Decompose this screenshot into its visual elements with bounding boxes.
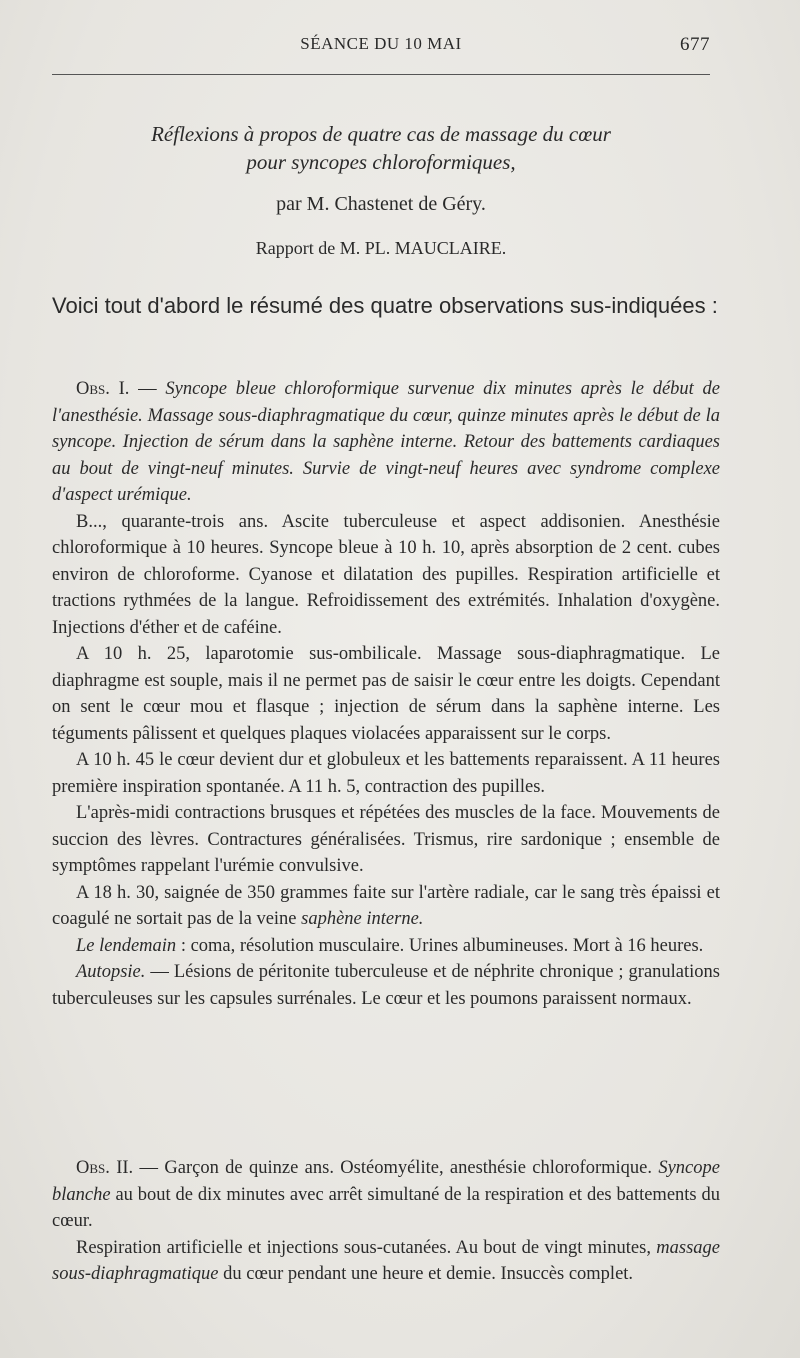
obs2-p1-b: massage sous-diaphragmatique (52, 1237, 720, 1284)
obs1-p7-text: — Lésions de péritonite tuberculeuse et de néphrite chronique ; granulations tuberculeuses sur les capsules surrénales. Le cœur et les poumons paraissent normaux. (52, 962, 720, 1009)
observation-1 (52, 376, 720, 1012)
observation-2 (52, 1155, 720, 1288)
title-line-1: Réflexions à propos de quatre cas de massage du cœur (151, 122, 611, 146)
obs1-p7-italic: Autopsie. (76, 962, 146, 982)
page-header (52, 34, 710, 58)
obs1-paragraph-2: A 10 h. 25, laparotomie sus-ombilicale. Massage sous-diaphragmatique. Le diaphragme est souple, mais il ne permet pas de saisir le cœur entre les doigts. Cependant on sent le cœur mou et flasque ; injection de sérum dans la saphène interne. Les téguments pâlissent et quelques plaques violacées apparaissent sur le corps. (52, 644, 720, 744)
article-title (52, 120, 710, 176)
obs2-p1-a: Respiration artificielle et injections sous-cutanées. Au bout de vingt minutes, (76, 1237, 657, 1258)
obs2-paragraph-1 (52, 1235, 720, 1288)
obs1-label: Obs. I. (76, 379, 130, 399)
obs2-text-a: — Garçon de quinze ans. Ostéomyélite, anesthésie chloroformique. (133, 1158, 659, 1178)
obs1-summary-text: Syncope bleue chloroformique survenue dix minutes après le début de l'anesthésie. Massage sous-diaphragmatique du cœur, quinze minutes après le début de la syncope. Injection de sérum dans la saphène interne. Retour des battements cardiaques au bout de vingt-neuf minutes. Survie de vingt-neuf heures avec syndrome complexe d'aspect urémique. (52, 379, 721, 505)
intro-paragraph: Voici tout d'abord le résumé des quatre observations sus-indiquées : (52, 293, 718, 318)
obs1-paragraph-5 (52, 880, 720, 933)
obs2-summary (52, 1155, 720, 1235)
obs1-summary (52, 376, 720, 509)
obs2-text-c: au bout de dix minutes avec arrêt simultané de la respiration et des battements du cœur. (52, 1184, 720, 1231)
obs1-dash: — (129, 379, 166, 399)
obs1-paragraph-6 (52, 933, 720, 960)
obs1-p5-italic: saphène interne. (301, 909, 424, 929)
obs1-paragraph-1: B..., quarante-trois ans. Ascite tuberculeuse et aspect addisonien. Anesthésie chloroformique à 10 heures. Syncope bleue à 10 h. 10, après absorption de 2 cent. cubes environ de chloroforme. Cyanose et dilatation des pupilles. Respiration artificielle et tractions rythmées de la langue. Refroidissement des extrémités. Inhalation d'oxygène. Injections d'éther et de caféine. (52, 511, 720, 638)
title-line-2: pour syncopes chloroformiques, (246, 150, 516, 174)
author-byline: par M. Chastenet de Géry. (276, 193, 486, 215)
obs1-paragraph-7 (52, 959, 720, 1012)
obs1-p6-text: : coma, résolution musculaire. Urines albumineuses. Mort à 16 heures. (176, 935, 704, 956)
header-rule (52, 74, 710, 75)
page-number: 677 (680, 34, 710, 55)
obs1-p5-text: A 18 h. 30, saignée de 350 grammes faite sur l'artère radiale, car le sang très épaissi et coagulé ne sortait pas de la veine (52, 882, 720, 929)
obs1-paragraph-4: L'après-midi contractions brusques et répétées des muscles de la face. Mouvements de succion des lèvres. Contractures généralisées. Trismus, rire sardonique ; ensemble de symptômes rappelant l'urémie convulsive. (52, 803, 720, 876)
obs2-p1-c: du cœur pendant une heure et demie. Insuccès complet. (218, 1264, 634, 1284)
obs2-text-b: Syncope blanche (52, 1158, 720, 1205)
obs1-p6-italic: Le lendemain (76, 935, 177, 956)
rapporteur-line: Rapport de M. PL. MAUCLAIRE. (255, 238, 507, 258)
obs2-label: Obs. II. (76, 1158, 134, 1178)
running-title: SÉANCE DU 10 MAI (300, 34, 462, 53)
obs1-paragraph-3: A 10 h. 45 le cœur devient dur et globuleux et les battements reparaissent. A 11 heures première inspiration spontanée. A 11 h. 5, contraction des pupilles. (52, 750, 720, 797)
